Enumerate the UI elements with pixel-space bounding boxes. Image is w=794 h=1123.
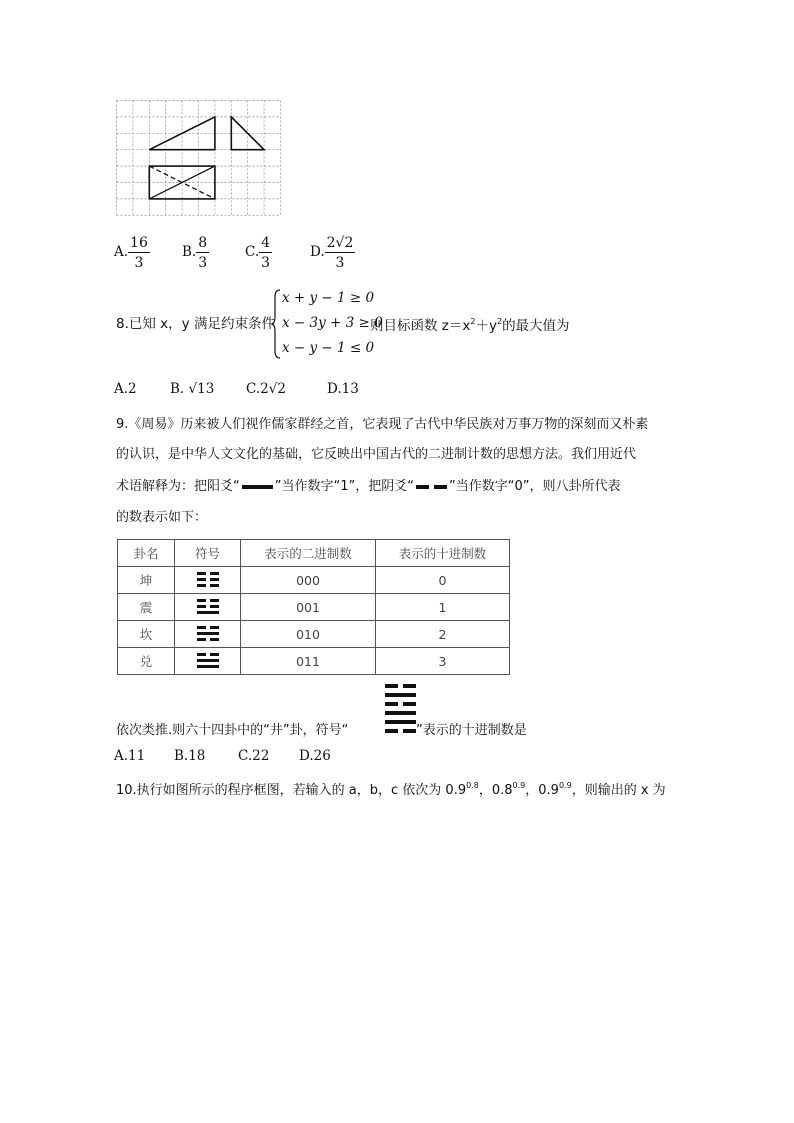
yin-line-segment — [210, 653, 219, 656]
q9-follow-b: ”表示的十进制数是 — [416, 723, 527, 738]
trigram-name: 震 — [118, 594, 175, 621]
yin-line-segment — [197, 605, 206, 608]
yin-line-segment — [210, 572, 219, 575]
trigram-symbol — [175, 594, 241, 621]
trigram-decimal: 3 — [376, 648, 510, 675]
q8-option-a: A.2 — [114, 381, 137, 397]
q9-follow-a: 依次类推.则六十四卦中的“井”卦，符号“ — [116, 723, 349, 738]
q8-constraint-1: x + y − 1 ≥ 0 — [282, 290, 375, 306]
yin-line-segment — [210, 626, 219, 629]
header-symbol: 符号 — [175, 540, 241, 567]
header-name: 卦名 — [118, 540, 175, 567]
yang-line-icon — [242, 485, 273, 489]
table-row — [118, 648, 510, 675]
trigram-kan-icon — [197, 626, 219, 643]
q9-option-b: B.18 — [174, 748, 206, 764]
trigram-name: 兑 — [118, 648, 175, 675]
yin-line-icon — [416, 485, 447, 489]
table-row — [118, 594, 510, 621]
yin-line-segment — [210, 605, 219, 608]
three-view-figure — [116, 100, 281, 216]
yin-line-segment — [197, 599, 206, 602]
q8-constraint-2: x − 3y + 3 ≥ 0 — [282, 315, 383, 331]
q9-option-a: A.11 — [114, 748, 146, 764]
q9-line-3: 术语解释为：把阳爻“ ”当作数字“1”，把阴爻“ ”当作数字“0”，则八卦所代表 — [116, 479, 621, 494]
header-binary: 表示的二进制数 — [241, 540, 376, 567]
trigram-binary: 010 — [241, 621, 376, 648]
yin-line-segment — [197, 653, 206, 656]
yin-line-segment — [210, 638, 219, 641]
trigram-zhen-icon — [197, 599, 219, 616]
yang-line — [197, 665, 219, 668]
trigram-symbol — [175, 648, 241, 675]
trigram-kun-icon — [197, 572, 219, 589]
yin-line-segment — [210, 584, 219, 587]
yin-line-segment — [197, 638, 206, 641]
yin-line-segment — [210, 599, 219, 602]
q7-option-c: C. $\frac{4}{3}$ — [245, 235, 271, 271]
trigram-decimal: 1 — [376, 594, 510, 621]
q9-option-d: D.26 — [299, 748, 331, 764]
yin-line-segment — [210, 578, 219, 581]
q8-prefix: 8.已知 x，y 满足约束条件 — [116, 316, 275, 332]
trigram-binary: 001 — [241, 594, 376, 621]
q8-suffix: 则目标函数 $z=x^2+y^2$的最大值为 — [370, 317, 570, 334]
table-row — [118, 621, 510, 648]
table-row — [118, 567, 510, 594]
header-decimal: 表示的十进制数 — [376, 540, 510, 567]
trigram-dui-icon — [197, 653, 219, 670]
yang-line — [197, 611, 219, 614]
q7-option-b: B. $\frac{8}{3}$ — [182, 235, 208, 271]
yang-line — [197, 659, 219, 662]
table-header-row — [118, 540, 510, 567]
trigram-name: 坎 — [118, 621, 175, 648]
trigram-decimal: 0 — [376, 567, 510, 594]
q8-option-d: D.13 — [327, 381, 359, 397]
q7-option-d: D. $\frac{2√2}{3}$ — [310, 235, 354, 271]
q8-option-b: B. √13 — [170, 381, 215, 397]
jing-hexagram-icon — [385, 684, 416, 734]
q9-line-1: 9.《周易》历来被人们视作儒家群经之首，它表现了古代中华民族对万事万物的深刻而又朴素 — [116, 417, 649, 432]
q9-option-c: C.22 — [238, 748, 270, 764]
yin-line-segment — [197, 578, 206, 581]
q10-text: 10.执行如图所示的程序框图，若输入的 a，b，c 依次为 $0.9^{0.8}$，$0.8^{0.9}$，$0.9^{0.9}$，则输出的 x 为 — [116, 781, 666, 798]
q9-line-4: 的数表示如下： — [116, 510, 208, 525]
yin-line-segment — [197, 572, 206, 575]
trigram-symbol — [175, 567, 241, 594]
q7-option-a: A. $\frac{16}{3}$ — [114, 235, 148, 271]
trigram-binary: 000 — [241, 567, 376, 594]
q8-option-c: C.2√2 — [246, 381, 286, 397]
q8-brace — [271, 289, 281, 359]
trigram-symbol — [175, 621, 241, 648]
q8-constraint-3: x − y − 1 ≤ 0 — [282, 340, 375, 356]
q9-line-2: 的认识，是中华人文文化的基础，它反映出中国古代的二进制计数的思想方法。我们用近代 — [116, 447, 637, 462]
yang-line — [197, 632, 219, 635]
trigram-decimal: 2 — [376, 621, 510, 648]
bagua-table — [117, 539, 510, 675]
yin-line-segment — [197, 626, 206, 629]
trigram-binary: 011 — [241, 648, 376, 675]
trigram-name: 坤 — [118, 567, 175, 594]
yin-line-segment — [197, 584, 206, 587]
